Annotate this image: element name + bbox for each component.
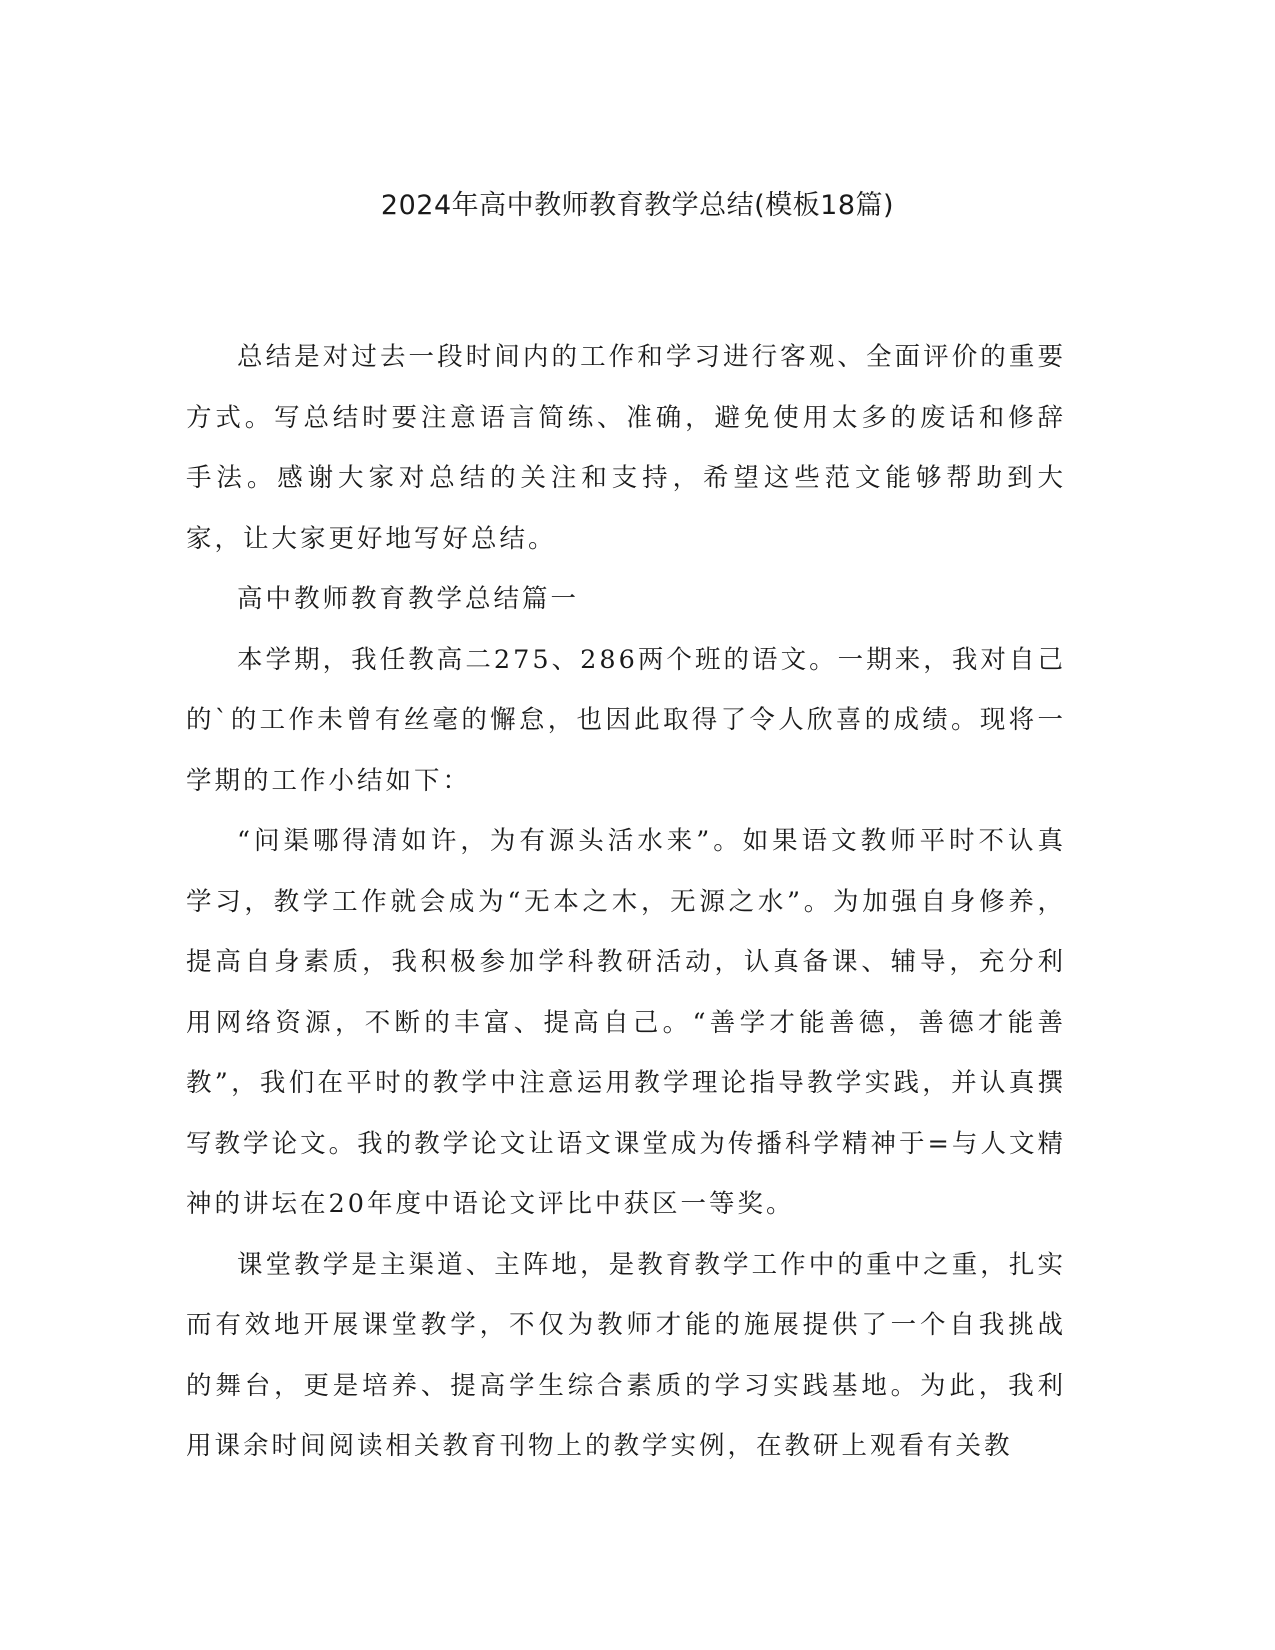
document-title: 2024年高中教师教育教学总结(模板18篇): [380, 190, 895, 221]
body-paragraph: 本学期，我任教高二275、286两个班的语文。一期来，我对自己的`的工作未曾有丝毫的懈怠，也因此取得了令人欣喜的成绩。现将一学期的工作小结如下：: [186, 644, 1066, 796]
document-body: [186, 327, 1066, 1477]
body-paragraph: 课堂教学是主渠道、主阵地，是教育教学工作中的重中之重，扎实而有效地开展课堂教学，不仅为教师才能的施展提供了一个自我挑战的舞台，更是培养、提高学生综合素质的学习实践基地。为此，我利用课余时间阅读相关教育刊物上的教学实例，在教研上观看有关教: [186, 1249, 1066, 1461]
body-paragraph: “问渠哪得清如许，为有源头活水来”。如果语文教师平时不认真学习，教学工作就会成为“无本之木，无源之水”。为加强自身修养，提高自身素质，我积极参加学科教研活动，认真备课、辅导，充分利用网络资源，不断的丰富、提高自己。“善学才能善德，善德才能善教”，我们在平时的教学中注意运用教学理论指导教学实践，并认真撰写教学论文。我的教学论文让语文课堂成为传播科学精神于=与人文精神的讲坛在20年度中语论文评比中获区一等奖。: [186, 826, 1066, 1219]
intro-paragraph: 总结是对过去一段时间内的工作和学习进行客观、全面评价的重要方式。写总结时要注意语言简练、准确，避免使用太多的废话和修辞手法。感谢大家对总结的关注和支持，希望这些范文能够帮助到大家，让大家更好地写好总结。: [186, 342, 1066, 554]
section-heading: 高中教师教育教学总结篇一: [237, 584, 580, 614]
